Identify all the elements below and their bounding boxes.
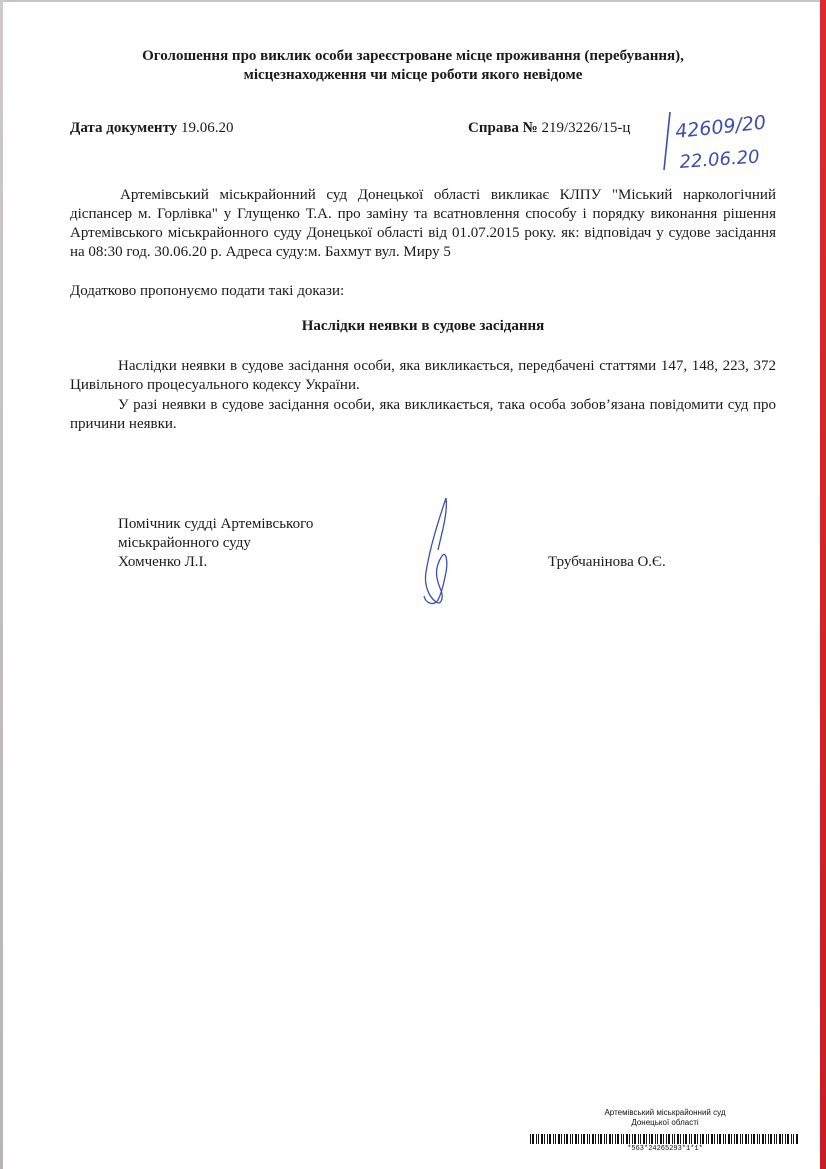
barcode-bar [583,1134,585,1144]
consequences-paragraph-1: Наслідки неявки в судове засідання особи, яка викликається, передбачені статтями 147, 148, 223, 372 Цивільного процесуального кодексу України. [70,358,776,393]
barcode-bar [774,1134,775,1144]
court-stamp [530,1108,800,1128]
barcode-bar [564,1134,565,1144]
barcode-bar [553,1134,554,1144]
barcode-bar [612,1134,613,1144]
barcode-bar [796,1134,798,1144]
barcode-bar [753,1134,755,1144]
page-edge-right [820,0,826,1169]
barcode [530,1134,800,1144]
barcode-bar [702,1134,704,1144]
barcode-bar [742,1134,743,1144]
handwritten-registration-note [662,108,772,178]
summons-paragraph: Артемівський міськрайонний суд Донецької області викликає КЛПУ "Міський наркологічний діспансер м. Горлівка" у Глущенко Т.А. про заміну та всатновлення способу і порядку виконання рішення Артемівського міськрайонного суду Донецької області від 01.07.2015 року. як: відповідач у судове засідання на 08:30 год. 30.06.20 р. Адреса суду:м. Бахмут вул. Миру 5 [70,187,776,260]
barcode-bar [785,1134,786,1144]
barcode-bar [530,1134,531,1144]
additional-evidence-note: Додатково пропонуємо подати такі докази: [70,283,345,299]
barcode-bar [541,1134,543,1144]
barcode-bar [606,1134,607,1144]
barcode-bar [751,1134,752,1144]
barcode-bar [536,1134,537,1144]
barcode-bar [683,1134,684,1144]
barcode-bar [787,1134,789,1144]
barcode-bar [762,1134,764,1144]
barcode-bar [759,1134,760,1144]
barcode-bar [544,1134,545,1144]
barcode-bar [572,1134,573,1144]
barcode-bar [604,1134,605,1144]
barcode-bar [609,1134,611,1144]
barcode-bar [547,1134,548,1144]
barcode-bar [757,1134,758,1144]
document-date [70,120,234,137]
barcode-bar [677,1134,679,1144]
barcode-bar [570,1134,571,1144]
barcode-bar [736,1134,738,1144]
barcode-bar [646,1134,647,1144]
barcode-text: *563*24265293*1*1* [627,1145,703,1153]
barcode-bar [595,1134,596,1144]
barcode-bar [776,1134,777,1144]
barcode-bar [691,1134,692,1144]
barcode-bar [589,1134,590,1144]
barcode-bar [668,1134,670,1144]
barcode-bar [629,1134,630,1144]
case-value: 219/3226/15-ц [541,120,631,136]
barcode-bar [651,1134,653,1144]
barcode-bar [740,1134,741,1144]
barcode-bar [791,1134,792,1144]
barcode-bar [714,1134,715,1144]
barcode-bar [655,1134,656,1144]
barcode-bar [782,1134,783,1144]
barcode-bar [600,1134,602,1144]
judge-name: Трубчанінова О.Є. [548,554,666,570]
barcode-bar [745,1134,747,1144]
barcode-bar [592,1134,594,1144]
barcode-bar [598,1134,599,1144]
consequences-heading: Наслідки неявки в судове засідання [301,318,545,334]
barcode-bar [649,1134,650,1144]
barcode-bar [768,1134,769,1144]
barcode-bar [770,1134,772,1144]
barcode-bar [660,1134,662,1144]
barcode-bar [640,1134,641,1144]
assistant-signature-block [118,515,313,572]
barcode-bar [731,1134,732,1144]
barcode-bar [638,1134,639,1144]
barcode-bar [719,1134,721,1144]
date-label: Дата документу [70,120,178,136]
barcode-bar [558,1134,560,1144]
barcode-bar [700,1134,701,1144]
barcode-bar [793,1134,794,1144]
barcode-bar [717,1134,718,1144]
page-edge-top [0,0,826,2]
barcode-bar [538,1134,539,1144]
barcode-bar [779,1134,781,1144]
handwritten-line-2: 22.06.20 [678,146,761,173]
stamp-line-2: Донецької області [631,1118,699,1127]
date-value: 19.06.20 [181,120,234,136]
barcode-bar [578,1134,579,1144]
barcode-bar [697,1134,698,1144]
barcode-bar [581,1134,582,1144]
barcode-bar [723,1134,724,1144]
barcode-bar [689,1134,690,1144]
barcode-bar [706,1134,707,1144]
barcode-bar [725,1134,726,1144]
case-number [468,120,630,137]
assistant-title-line-1: Помічник судді Артемівського [118,516,314,532]
barcode-bar [680,1134,681,1144]
barcode-bar [765,1134,766,1144]
page-edge-left [0,0,3,1169]
barcode-bar [666,1134,667,1144]
barcode-bar [672,1134,673,1144]
barcode-bar [626,1134,628,1144]
barcode-bar [566,1134,568,1144]
barcode-bar [674,1134,675,1144]
document-title [60,47,766,85]
case-label: Справа № [468,120,538,136]
barcode-bar [634,1134,636,1144]
barcode-bar [643,1134,645,1144]
barcode-bar [685,1134,687,1144]
barcode-bar [657,1134,658,1144]
barcode-bar [694,1134,696,1144]
assistant-name: Хомченко Л.І. [118,554,208,570]
barcode-bar [623,1134,624,1144]
barcode-bar [587,1134,588,1144]
barcode-bar [615,1134,616,1144]
barcode-bar [708,1134,709,1144]
barcode-bar [748,1134,749,1144]
barcode-bar [632,1134,633,1144]
assistant-title-line-2: міськрайонного суду [118,535,251,551]
barcode-bar [575,1134,577,1144]
barcode-bar [621,1134,622,1144]
title-line-2: місцезнаходження чи місце роботи якого невідоме [243,67,583,83]
barcode-bar [549,1134,551,1144]
barcode-bar [561,1134,562,1144]
title-line-1: Оголошення про виклик особи зареєстроване місце проживання (перебування), [142,48,684,64]
stamp-line-1: Артемівський міськрайонний суд [604,1108,726,1117]
handwritten-line-1: 42609/20 [674,111,768,143]
barcode-bar [532,1134,534,1144]
barcode-bar [555,1134,556,1144]
barcode-bar [734,1134,735,1144]
consequences-paragraph-2: У разі неявки в судове засідання особи, яка викликається, така особа зобов’язана повідомити суд про причини неявки. [70,397,776,432]
barcode-bar [663,1134,664,1144]
barcode-bar [728,1134,730,1144]
barcode-bar [617,1134,619,1144]
barcode-bar [711,1134,713,1144]
handwritten-signature [412,492,472,612]
